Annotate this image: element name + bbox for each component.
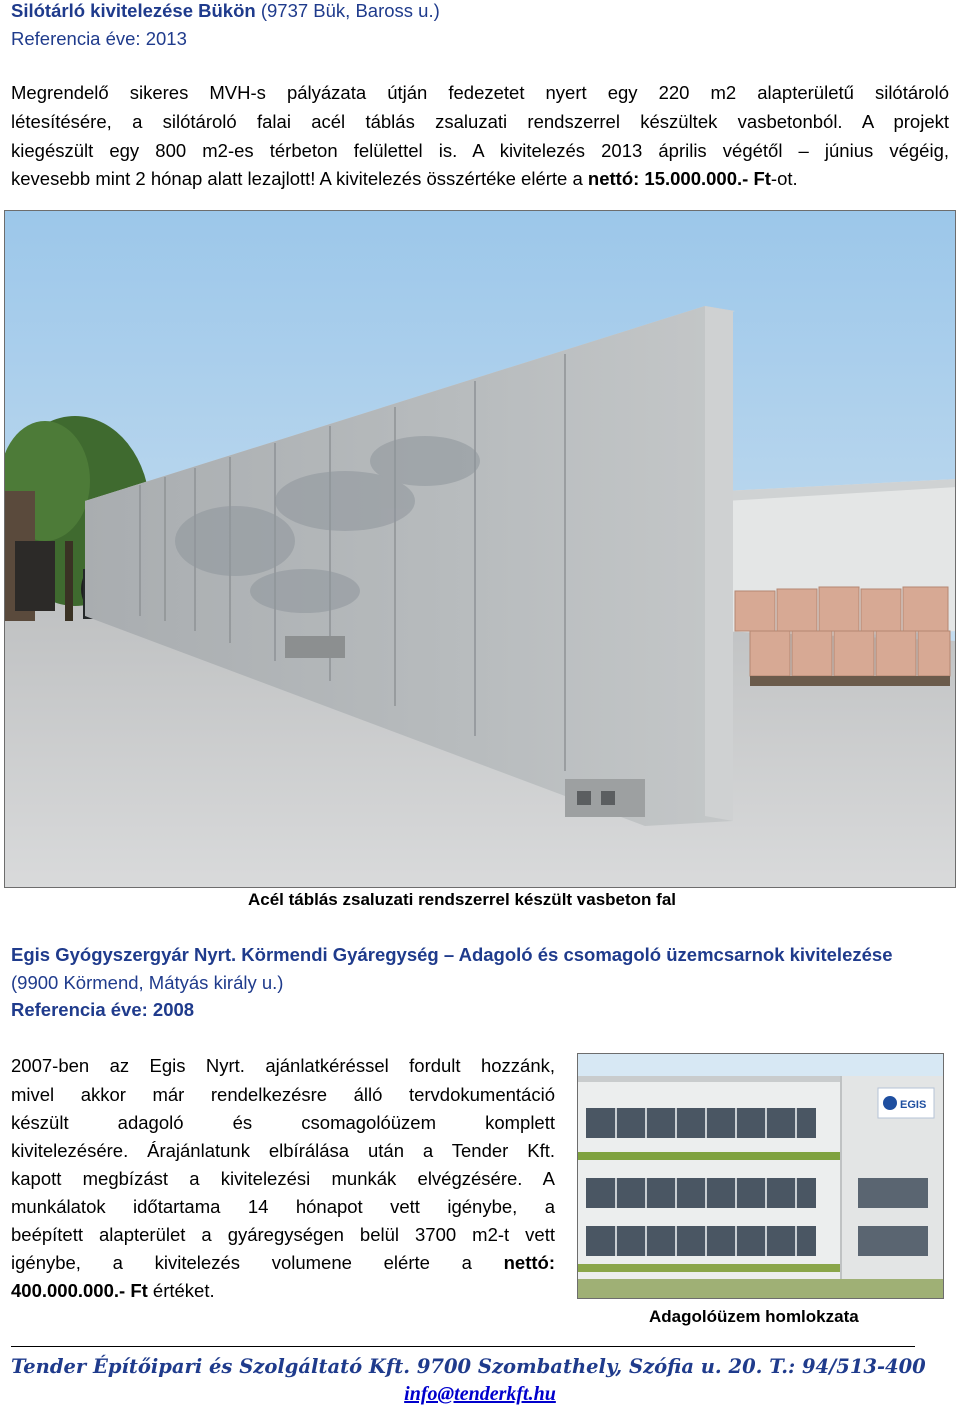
- project2-address: (9900 Körmend, Mátyás király u.): [11, 972, 284, 993]
- project1-para-line-3: kiegészült egy 800 m2-es térbeton felülettel is. A kivitelezés 2013 április végétől – június végéig,: [11, 140, 949, 161]
- project1-para-line-4: kevesebb mint 2 hónap alatt lezajlott! A kivitelezés összértéke elérte a nettó: 15.000.000.- Ft-ot.: [11, 168, 798, 189]
- photo1-caption: Acél táblás zsaluzati rendszerrel készült vasbeton fal: [248, 890, 676, 909]
- project2-para-line-2: mivel akkor már rendelkezésre álló tervdokumentáció: [11, 1084, 555, 1105]
- footer-email-link[interactable]: info@tenderkft.hu: [404, 1383, 556, 1405]
- egis-logo-icon: [883, 1096, 897, 1110]
- project2-para-line-1: 2007-ben az Egis Nyrt. ajánlatkéréssel fordult hozzánk,: [11, 1055, 555, 1076]
- project1-para-line-1: Megrendelő sikeres MVH-s pályázata útján fedezetet nyert egy 220 m2 alapterületű silótároló: [11, 82, 949, 103]
- project2-para-line-3: készült adagoló és csomagolóüzem komplett: [11, 1112, 555, 1133]
- footer-divider: [11, 1346, 915, 1347]
- egis-sign: EGIS: [900, 1099, 927, 1111]
- project2-ref-year: Referencia éve: 2008: [11, 999, 195, 1020]
- project2-para-line-7: beépített alapterület a gyáregységen belül 3700 m2-t vett: [11, 1224, 555, 1245]
- project1-title: [11, 0, 440, 22]
- project1-net-value: nettó: 15.000.000.- Ft: [587, 168, 771, 189]
- footer-company: Tender Építőipari és Szolgáltató Kft. 9700 Szombathely, Szófia u. 20. T.: 94/513-400: [11, 1355, 926, 1378]
- project1-title-bold: Silótárló kivitelezése Bükön: [11, 0, 256, 21]
- project2-para-line-9: 400.000.000.- Ft értéket.: [11, 1280, 215, 1301]
- project1-title-address: (9737 Bük, Baross u.): [255, 0, 440, 21]
- factory-facade-photo: [577, 1053, 944, 1299]
- project1-ref-year: Referencia éve: 2013: [11, 28, 187, 49]
- project2-para-line-6: munkálatok időtartama 14 hónapot vett igénybe, a: [11, 1196, 555, 1217]
- project1-para-line-2: létesítésére, a silótároló falai acél táblás zsaluzati rendszerrel készültek vasbetonból. A projekt: [11, 111, 949, 132]
- project2-title: Egis Gyógyszergyár Nyrt. Körmendi Gyáregység – Adagoló és csomagoló üzemcsarnok kivitelezése: [11, 944, 893, 965]
- project2-para-line-5: kapott megbízást a kivitelezési munkák elvégzésére. A: [11, 1168, 555, 1189]
- photo2-caption: Adagolóüzem homlokzata: [649, 1307, 859, 1326]
- concrete-wall-photo: [4, 210, 956, 888]
- project2-para-line-8: igénybe, a kivitelezés volumene elérte a nettó:: [11, 1252, 555, 1273]
- project2-para-line-4: kivitelezésére. Árajánlatunk elbírálása után a Tender Kft.: [11, 1140, 555, 1161]
- project2-net-value: 400.000.000.- Ft: [11, 1280, 148, 1301]
